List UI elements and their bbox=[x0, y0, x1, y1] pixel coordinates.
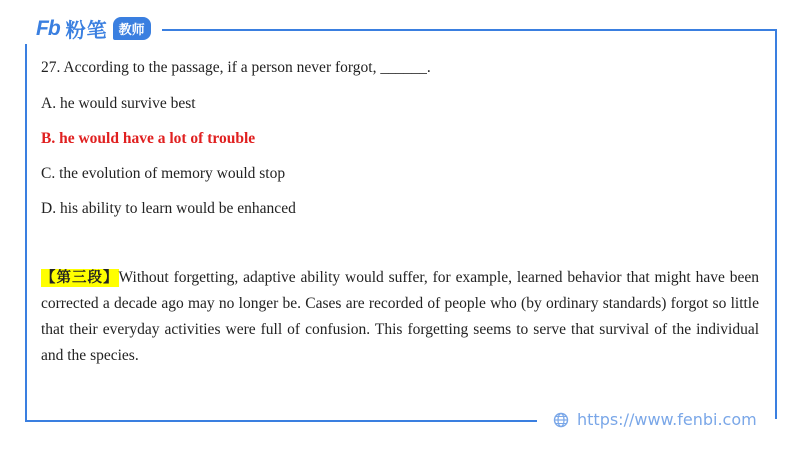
option-b-correct: B. he would have a lot of trouble bbox=[41, 130, 256, 147]
question-stem: 27. According to the passage, if a person never forgot, ______. bbox=[41, 59, 431, 76]
website-link[interactable]: https://www.fenbi.com bbox=[577, 410, 757, 429]
logo-mark: Fb bbox=[36, 16, 60, 40]
logo-name: 粉笔 bbox=[65, 18, 108, 42]
logo-badge: 教师 bbox=[113, 17, 151, 40]
paragraph-tag: 【第三段】 bbox=[41, 270, 119, 286]
option-a: A. he would survive best bbox=[41, 95, 196, 112]
footer-url bbox=[553, 410, 757, 429]
frame-left-border bbox=[25, 44, 27, 420]
option-c: C. the evolution of memory would stop bbox=[41, 165, 286, 182]
passage-paragraph bbox=[41, 265, 759, 369]
frame-right-border bbox=[775, 29, 777, 419]
paragraph-text: Without forgetting, adaptive ability would suffer, for example, learned behavior that might have been corrected a decade ago may no longer be. Cases are recorded of people who (by ordinary standards) forgot so little that their everyday activities were full of confusion. This forgetting seems to serve that survival of the individual and the species. bbox=[41, 269, 760, 364]
frame-top-border bbox=[162, 29, 775, 31]
option-d: D. his ability to learn would be enhanced bbox=[41, 200, 296, 217]
frame-bottom-border bbox=[25, 420, 537, 422]
brand-logo bbox=[36, 14, 151, 43]
globe-icon bbox=[553, 412, 569, 428]
